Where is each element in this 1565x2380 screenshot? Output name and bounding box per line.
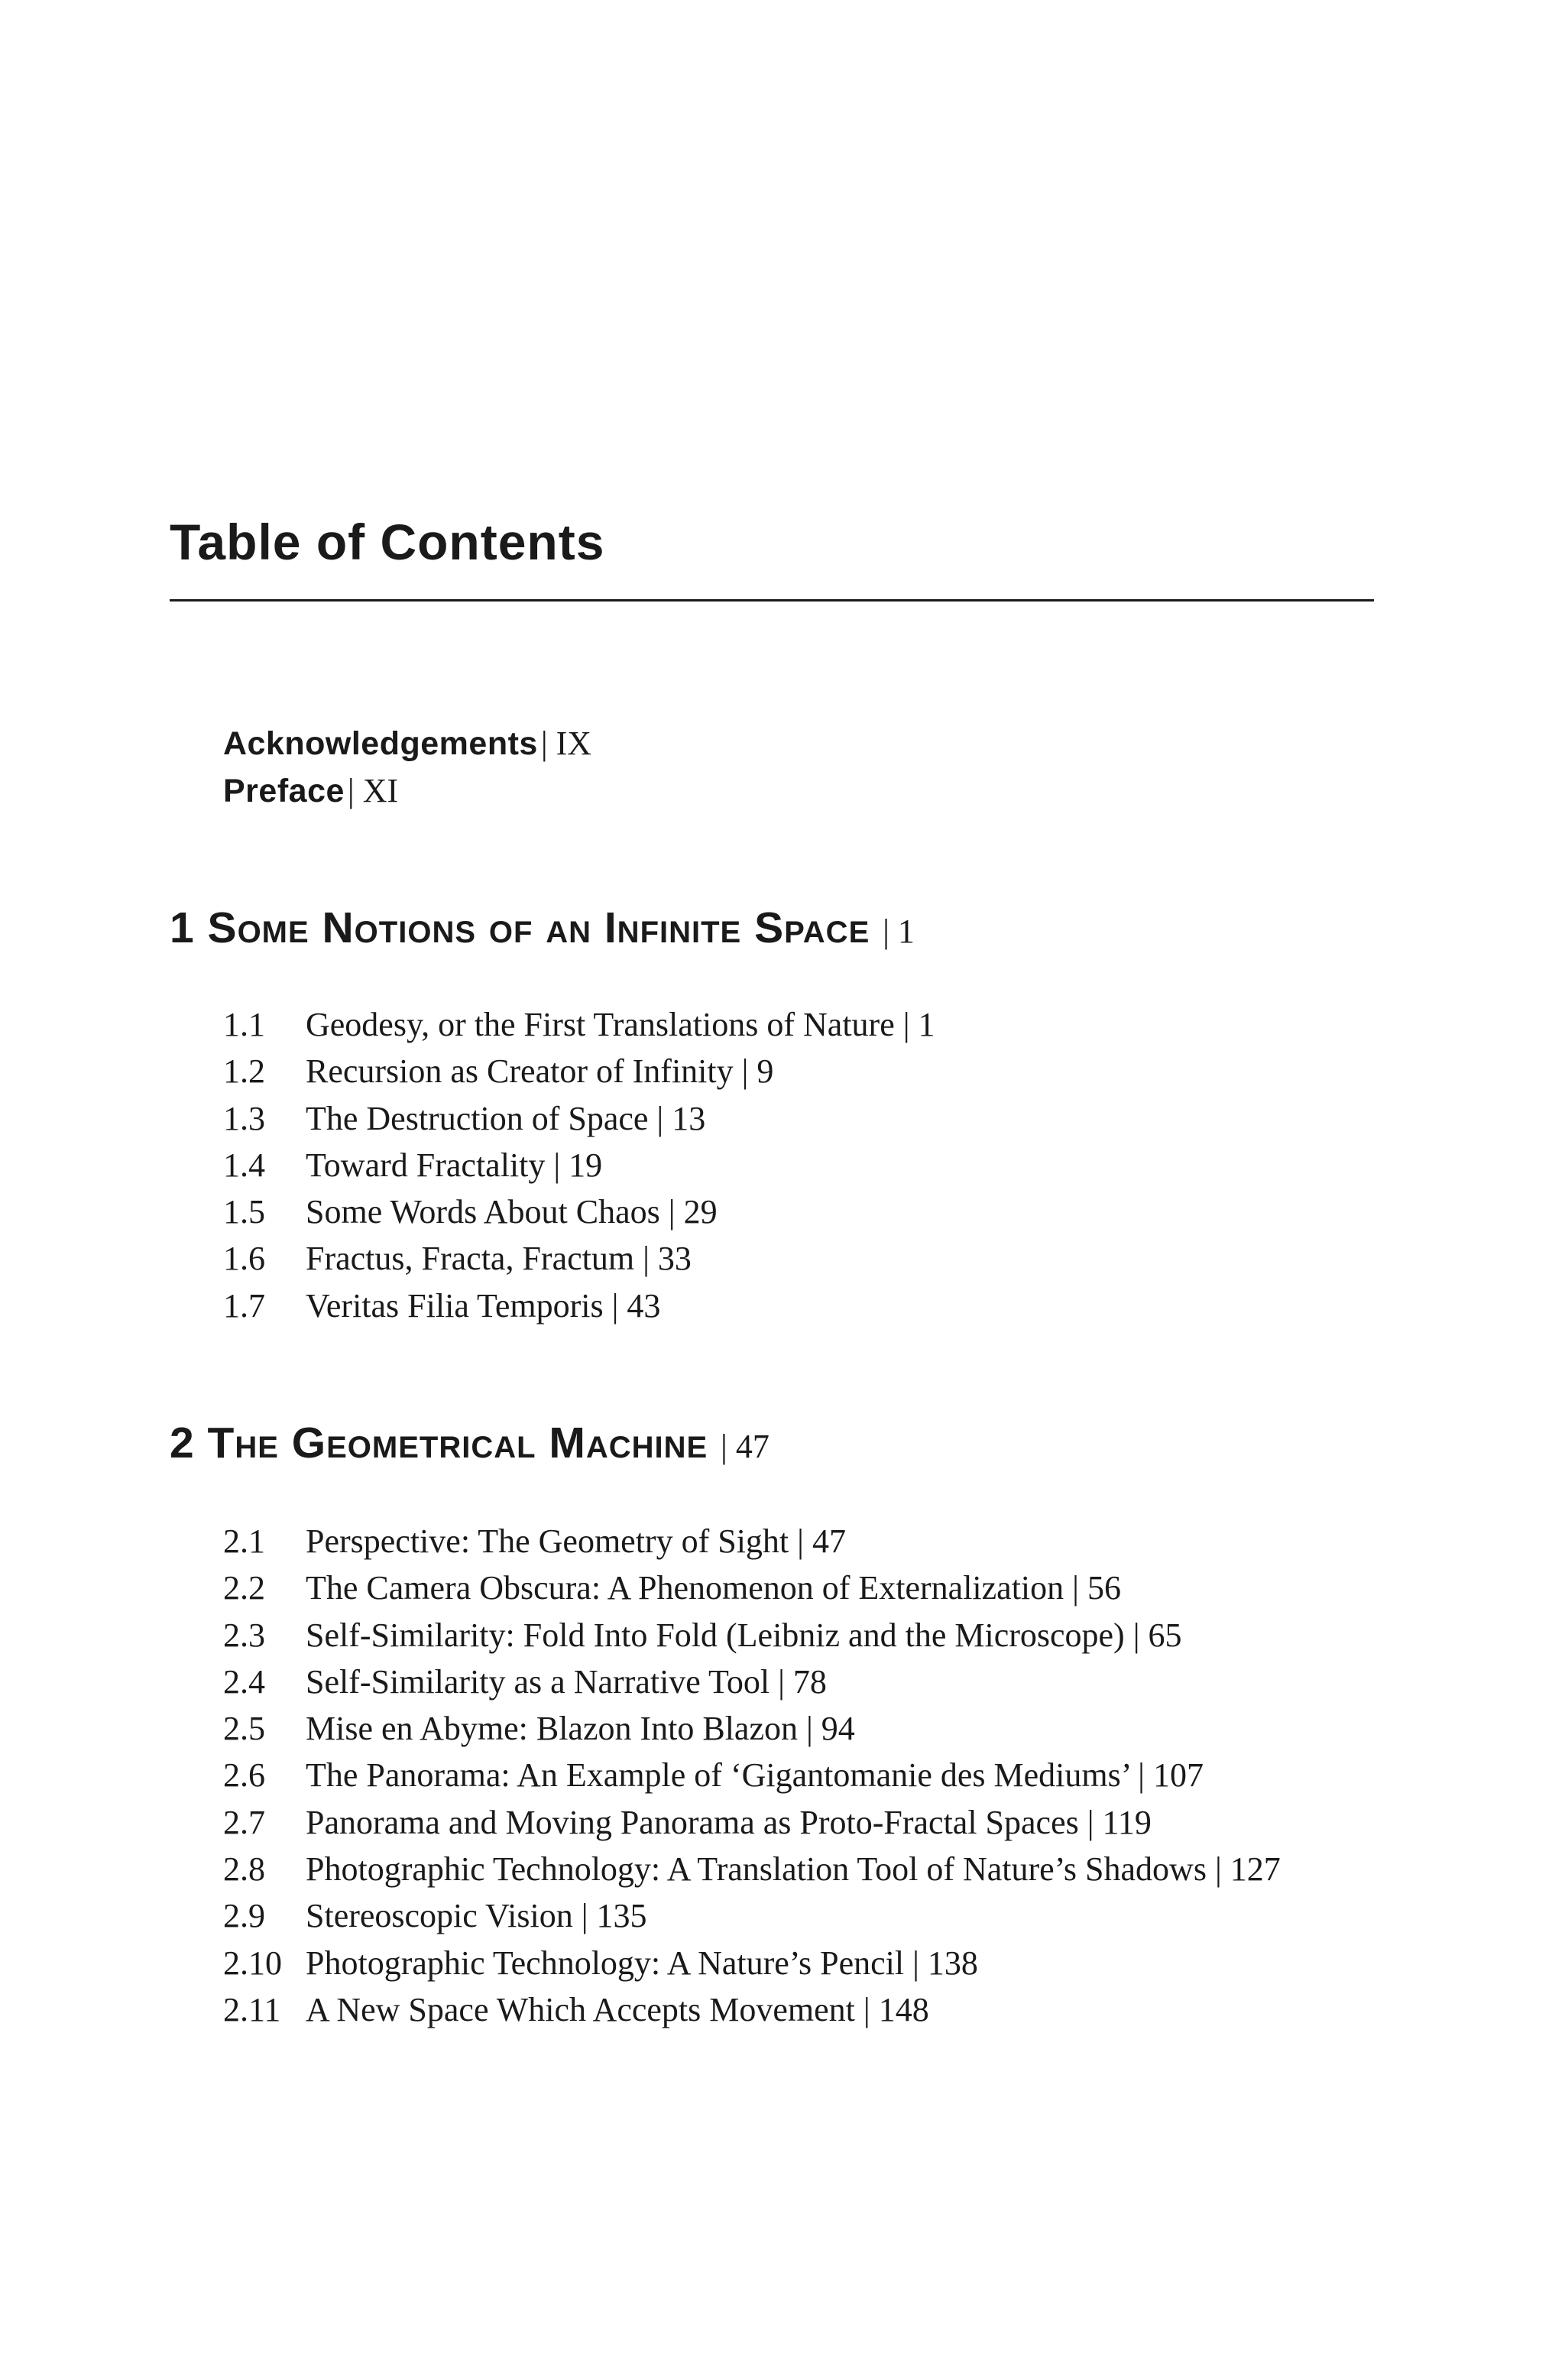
section-item[interactable] — [223, 1799, 1281, 1846]
section-number: 1.2 — [223, 1052, 265, 1091]
title-divider — [170, 599, 1374, 601]
chapter-page: | 1 — [883, 913, 915, 950]
section-item[interactable] — [223, 1940, 1281, 1986]
section-title: Panorama and Moving Panorama as Proto-Fractal Spaces | 119 — [306, 1803, 1152, 1841]
section-item[interactable] — [223, 1705, 1281, 1752]
section-title: Recursion as Creator of Infinity | 9 — [306, 1052, 774, 1091]
section-number: 2.9 — [223, 1897, 265, 1935]
front-matter-label: Acknowledgements — [223, 725, 538, 762]
chapter-heading-2[interactable] — [170, 1412, 770, 1477]
section-title: Photographic Technology: A Translation Tool of Nature’s Shadows | 127 — [306, 1850, 1281, 1889]
section-item[interactable] — [223, 1188, 935, 1235]
section-number: 1.7 — [223, 1286, 265, 1325]
section-item[interactable] — [223, 1752, 1281, 1798]
chapter-1-section-list — [223, 1001, 935, 1329]
section-number: 2.6 — [223, 1756, 265, 1795]
section-title: A New Space Which Accepts Movement | 148 — [306, 1990, 929, 2028]
section-title: Self-Similarity: Fold Into Fold (Leibniz and the Microscope) | 65 — [306, 1616, 1182, 1654]
section-item[interactable] — [223, 1235, 935, 1282]
section-item[interactable] — [223, 1048, 935, 1094]
front-matter-list — [223, 720, 591, 815]
section-number: 1.3 — [223, 1099, 265, 1137]
section-number: 2.11 — [223, 1990, 281, 2028]
chapter-page: | 47 — [721, 1428, 770, 1465]
chapter-number: 1 — [170, 903, 195, 952]
section-item[interactable] — [223, 1659, 1281, 1705]
section-number: 2.5 — [223, 1710, 265, 1748]
chapter-title: The Geometrical Machine — [207, 1419, 708, 1467]
section-title: Mise en Abyme: Blazon Into Blazon | 94 — [306, 1710, 855, 1748]
section-title: Perspective: The Geometry of Sight | 47 — [306, 1522, 846, 1560]
section-title: The Camera Obscura: A Phenomenon of Externalization | 56 — [306, 1569, 1121, 1607]
section-item[interactable] — [223, 1518, 1281, 1565]
section-item[interactable] — [223, 1001, 935, 1048]
section-title: Some Words About Chaos | 29 — [306, 1193, 718, 1231]
section-number: 2.3 — [223, 1616, 265, 1654]
section-title: Toward Fractality | 19 — [306, 1146, 603, 1184]
section-number: 1.4 — [223, 1146, 265, 1184]
section-number: 2.7 — [223, 1803, 265, 1841]
front-matter-page: | XI — [347, 772, 399, 809]
section-title: Stereoscopic Vision | 135 — [306, 1897, 647, 1935]
section-item[interactable] — [223, 1892, 1281, 1939]
section-item[interactable] — [223, 1282, 935, 1329]
section-number: 2.4 — [223, 1662, 265, 1701]
section-item[interactable] — [223, 1565, 1281, 1611]
section-title: Geodesy, or the First Translations of Nature | 1 — [306, 1006, 935, 1043]
section-item[interactable] — [223, 1846, 1281, 1892]
section-title: Fractus, Fracta, Fractum | 33 — [306, 1240, 692, 1278]
section-title: Photographic Technology: A Nature’s Pencil | 138 — [306, 1944, 978, 1982]
section-number: 2.2 — [223, 1569, 265, 1607]
section-title: Self-Similarity as a Narrative Tool | 78 — [306, 1662, 827, 1701]
section-number: 2.8 — [223, 1850, 265, 1889]
front-matter-page: | IX — [540, 725, 592, 762]
chapter-2-section-list — [223, 1518, 1281, 2033]
chapter-number: 2 — [170, 1419, 195, 1467]
front-matter-item-acknowledgements[interactable] — [223, 720, 591, 767]
section-item[interactable] — [223, 1095, 935, 1142]
section-title: The Destruction of Space | 13 — [306, 1099, 706, 1137]
front-matter-label: Preface — [223, 773, 345, 809]
section-item[interactable] — [223, 1612, 1281, 1659]
page-title: Table of Contents — [170, 514, 605, 570]
chapter-heading-1[interactable] — [170, 897, 915, 962]
section-number: 2.10 — [223, 1944, 282, 1982]
section-title: The Panorama: An Example of ‘Gigantomanie des Mediums’ | 107 — [306, 1756, 1204, 1795]
front-matter-item-preface[interactable] — [223, 767, 591, 815]
chapter-title: Some Notions of an Infinite Space — [207, 903, 870, 952]
section-item[interactable] — [223, 1142, 935, 1188]
section-number: 2.1 — [223, 1522, 265, 1560]
section-title: Veritas Filia Temporis | 43 — [306, 1286, 661, 1325]
section-number: 1.5 — [223, 1193, 265, 1231]
section-item[interactable] — [223, 1986, 1281, 2033]
section-number: 1.6 — [223, 1240, 265, 1278]
section-number: 1.1 — [223, 1006, 265, 1043]
